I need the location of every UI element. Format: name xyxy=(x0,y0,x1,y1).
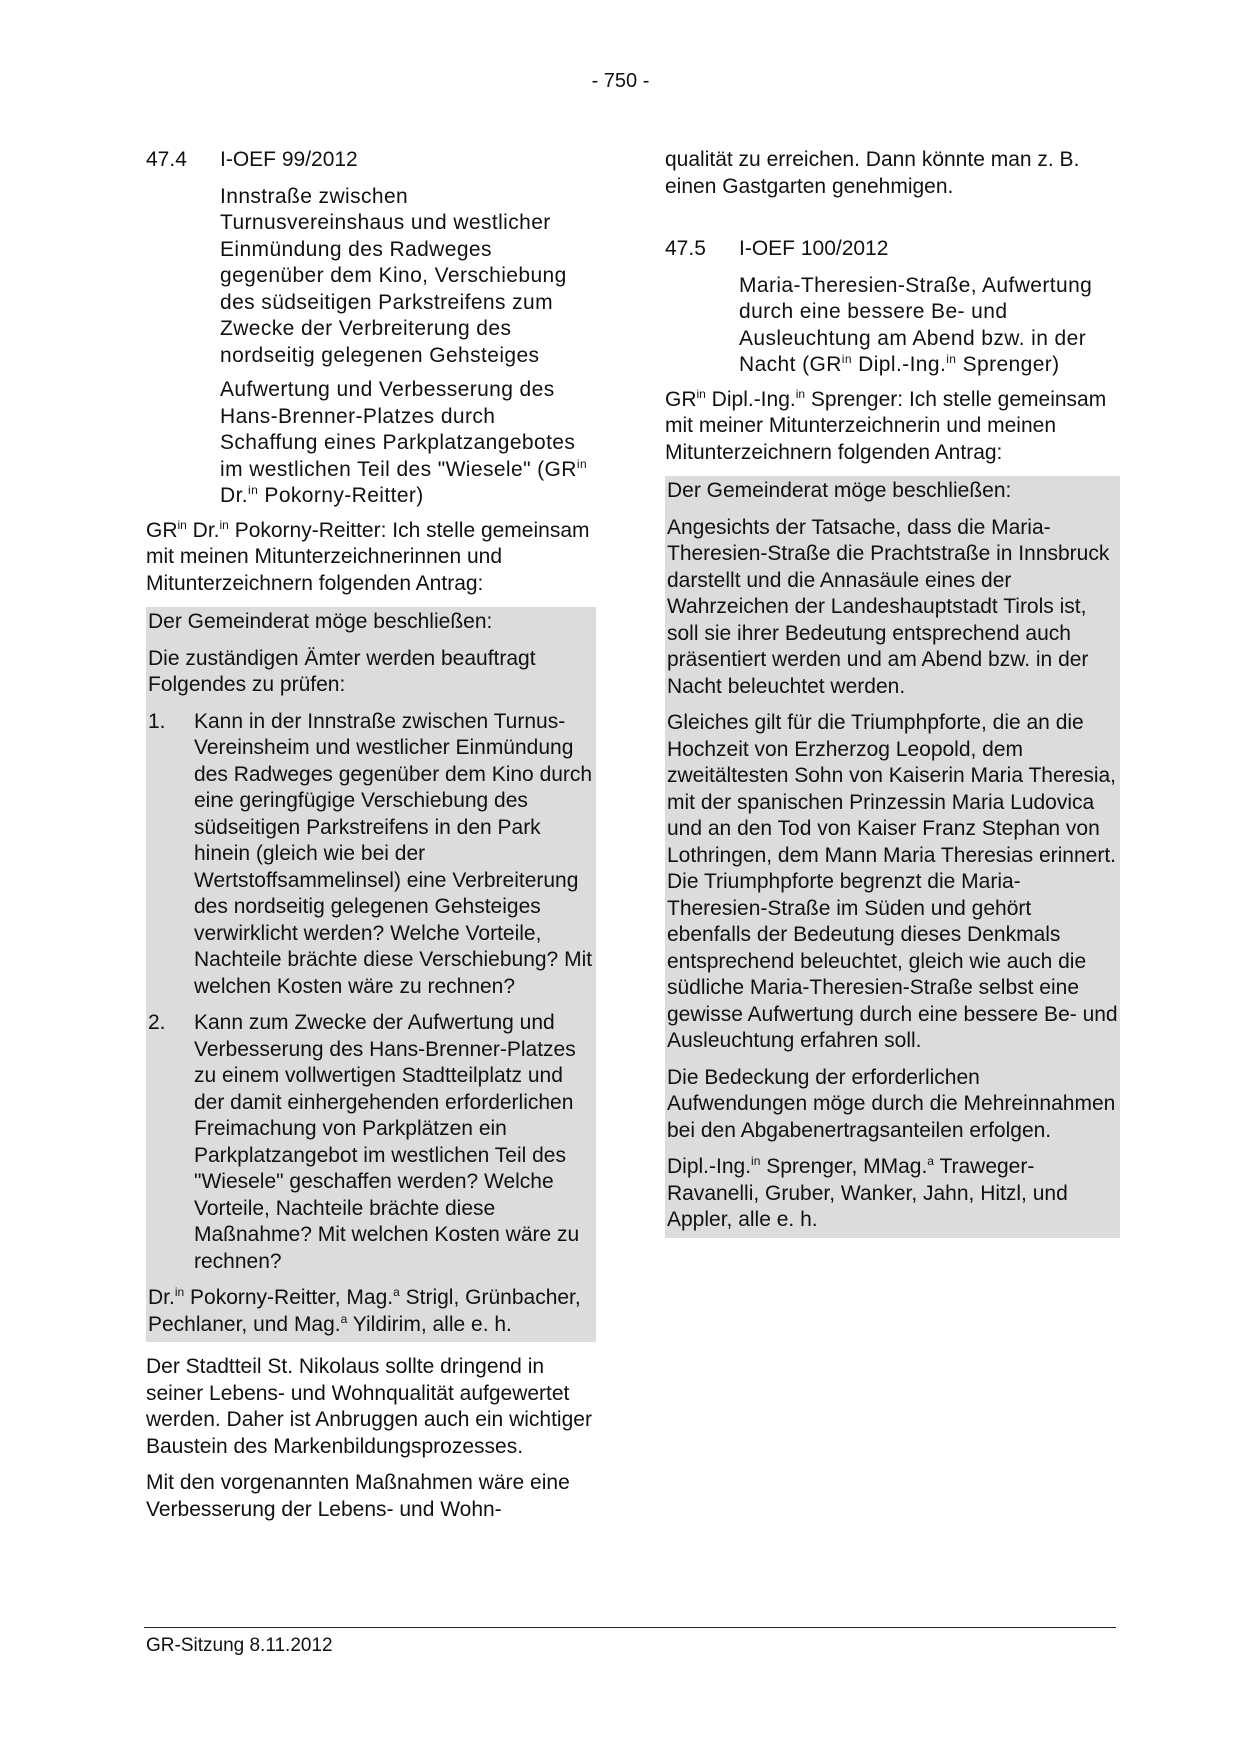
continuation-paragraph: qualität zu erreichen. Dann könnte man z. B. einen Gastgarten genehmigen. xyxy=(665,148,1080,198)
item-heading-47-4 xyxy=(146,147,596,174)
footer-divider xyxy=(144,1627,1116,1628)
motion-box-title: Der Gemeinderat möge beschließen: xyxy=(148,610,493,633)
item-code: I-OEF 100/2012 xyxy=(739,237,889,260)
motion-signers: Dipl.-Ing.$^{in}$ Sprenger, MMag.$^a$ Traweger-Ravanelli, Gruber, Wanker, Jahn, Hitzl, und Appler, alle e. h. xyxy=(667,1154,1068,1231)
motion-box xyxy=(146,607,596,1342)
item-subject-2: Aufwertung und Verbesserung des Hans-Brenner-Platzes durch Schaffung eines Parkplatzangebotes im westlichen Teil des "Wiesele" ($GR^{in}$ Dr.$^{in}$ Pokorny-Reitter) xyxy=(220,378,588,507)
motion-box-intro: Die zuständigen Ämter werden beauftragt Folgendes zu prüfen: xyxy=(148,646,536,696)
list-item xyxy=(148,709,594,1001)
item-subject: Maria-Theresien-Straße, Aufwertung durch eine bessere Be- und Ausleuchtung am Abend bzw. in der Nacht ($GR^{in}$ Dipl.-Ing.$^{in}$ Sprenger) xyxy=(739,273,1093,376)
motion-box-title: Der Gemeinderat möge beschließen: xyxy=(667,479,1012,502)
list-item-text: Kann zum Zwecke der Aufwertung und Verbesserung des Hans-Brenner-Platzes zu einem vollwertigen Stadtteilplatz und der damit einhergehenden erforderlichen Freimachung von Parkplätzen ein Parkplatzangebot im westlichen Teil des "Wiesele" geschaffen werden? Welche Vorteile, Nachteile brächte diese Maßnahme? Mit welchen Kosten wäre zu rechnen? xyxy=(194,1011,580,1273)
right-column xyxy=(665,147,1120,1250)
motion-box-paragraph: Die Bedeckung der erforderlichen Aufwendungen möge durch die Mehreinnahmen bei den Abgabenertragsanteilen erfolgen. xyxy=(667,1065,1116,1142)
motion-box xyxy=(665,476,1120,1238)
list-item-text: Kann in der Innstraße zwischen Turnus-Vereinsheim und westlicher Einmündung des Radweges gegenüber dem Kino durch eine geringfügige Verschiebung des südseitigen Parkstreifens in den Park hinein (gleich wie bei der Wertstoffsammelinsel) eine Verbreiterung des nordseitig gelegenen Gehsteiges verwirklicht werden? Welche Vorteile, Nachteile brächte diese Verschiebung? Mit welchen Kosten wäre zu rechnen? xyxy=(194,709,593,998)
list-item-number: 2. xyxy=(148,1011,166,1034)
item-number: 47.5 xyxy=(665,237,706,260)
page-number: - 750 - xyxy=(591,70,650,92)
item-code: I-OEF 99/2012 xyxy=(220,148,358,171)
motion-intro: $GR^{in}$ Dipl.-Ing.$^{in}$ Sprenger: Ich stelle gemeinsam mit meiner Mitunterzeichnerin und meinen Mitunterzeichnern folgenden Antrag: xyxy=(665,386,1107,464)
justification-paragraph: Der Stadtteil St. Nikolaus sollte dringend in seiner Lebens- und Wohnqualität aufgewertet werden. Daher ist Anbruggen auch ein wichtiger Baustein des Markenbildungsprozesses. xyxy=(146,1355,592,1458)
item-heading-47-5 xyxy=(665,236,1120,263)
item-subject: Innstraße zwischen Turnusvereinshaus und westlicher Einmündung des Radweges gegenüber dem Kino, Verschiebung des südseitigen Parkstreifens zum Zwecke der Verbreiterung des nordseitig gelegenen Gehsteiges xyxy=(220,184,567,367)
left-column xyxy=(146,147,596,1533)
list-item xyxy=(148,1010,594,1275)
justification-paragraph: Mit den vorgenannten Maßnahmen wäre eine Verbesserung der Lebens- und Wohn- xyxy=(146,1471,570,1521)
footer-session-date: GR-Sitzung 8.11.2012 xyxy=(146,1635,333,1656)
motion-box-paragraph: Angesichts der Tatsache, dass die Maria-Theresien-Straße die Prachtstraße in Innsbruck darstellt und die Annasäule eines der Wahrzeichen der Landeshauptstadt Tirols ist, soll sie ihrer Bedeutung entsprechend auch präsentiert werden und am Abend bzw. in der Nacht beleuchtet werden. xyxy=(667,515,1110,698)
item-number: 47.4 xyxy=(146,148,187,171)
motion-signers: Dr.$^{in}$ Pokorny-Reitter, Mag.$^a$ Strigl, Grünbacher, Pechlaner, und Mag.$^a$ Yildirim, alle e. h. xyxy=(148,1285,581,1336)
motion-box-paragraph: Gleiches gilt für die Triumphpforte, die an die Hochzeit von Erzherzog Leopold, dem zweitältesten Sohn von Kaiserin Maria Theresia, mit der spanischen Prinzessin Maria Ludovica und an den Tod von Kaiser Franz Stephan von Lothringen, dem Mann Maria Theresias erinnert. Die Triumphpforte begrenzt die Maria-Theresien-Straße im Süden und gehört ebenfalls der Bedeutung dieses Denkmals entsprechend beleuchtet, gleich wie auch die südliche Maria-Theresien-Straße selbst eine gewisse Aufwertung durch eine bessere Be- und Ausleuchtung erfahren soll. xyxy=(667,711,1118,1052)
motion-intro: $GR^{in}$ Dr.$^{in}$ Pokorny-Reitter: Ich stelle gemeinsam mit meinen Mitunterzeichnerinnen und Mitunterzeichnern folgenden Antrag: xyxy=(146,517,590,595)
list-item-number: 1. xyxy=(148,709,166,733)
